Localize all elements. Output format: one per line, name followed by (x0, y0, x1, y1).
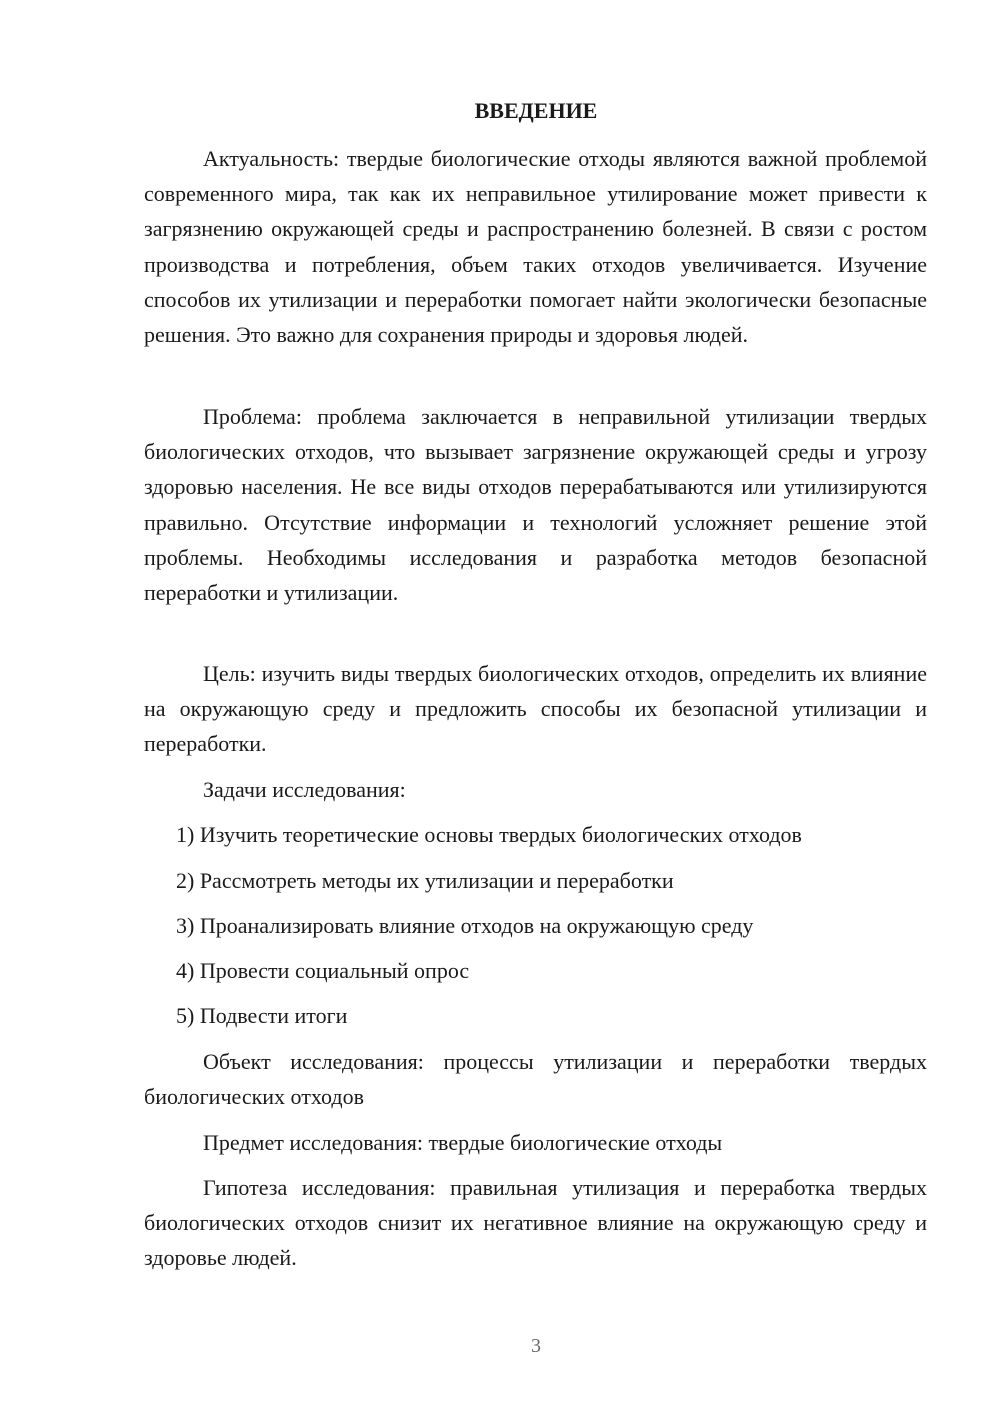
object-text: Объект исследования: процессы утилизации и переработки твердых биологических отходов (144, 1049, 927, 1110)
section-title: ВВЕДЕНИЕ (474, 98, 598, 123)
hypothesis-text: Гипотеза исследования: правильная утилизация и переработка твердых биологических отходов снизит их негативное влияние на окружающую среду и здоровье людей. (144, 1175, 927, 1271)
relevance-text: Актуальность: твердые биологические отходы являются важной проблемой современного мира, так как их неправильное утилирование может привести к загрязнению окружающей среды и распространению болезней. В связи с ростом производства и потребления, объем таких отходов увеличивается. Изучение способов их утилизации и переработки помогает найти экологически безопасные решения. Это важно для сохранения природы и здоровья людей. (144, 146, 927, 348)
task-item-5 (144, 998, 927, 1033)
problem-text: Проблема: проблема заключается в неправильной утилизации твердых биологических отходов, что вызывает загрязнение окружающей среды и угрозу здоровью населения. Не все виды отходов перерабатываются или утилизируются правильно. Отсутствие информации и технологий усложняет решение этой проблемы. Необходимы исследования и разработка методов безопасной переработки и утилизации. (144, 404, 927, 606)
problem-paragraph (144, 399, 927, 610)
hypothesis-paragraph (144, 1170, 927, 1276)
list-item: 4) Провести социальный опрос (176, 958, 470, 983)
goal-text: Цель: изучить виды твердых биологических отходов, определить их влияние на окружающую среду и предложить способы их безопасной утилизации и переработки. (144, 661, 927, 757)
list-item: 5) Подвести итоги (176, 1003, 348, 1028)
task-item-4 (144, 953, 927, 988)
tasks-heading: Задачи исследования: (203, 777, 406, 802)
task-item-2 (144, 863, 927, 898)
task-item-1 (144, 817, 927, 852)
object-paragraph (144, 1044, 927, 1114)
subject-paragraph (144, 1125, 927, 1160)
tasks-heading-block (144, 772, 927, 807)
subject-text: Предмет исследования: твердые биологические отходы (203, 1130, 723, 1155)
goal-paragraph (144, 656, 927, 762)
list-item: 3) Проанализировать влияние отходов на окружающую среду (176, 913, 754, 938)
list-item: 2) Рассмотреть методы их утилизации и переработки (176, 868, 674, 893)
page-number: 3 (531, 1335, 541, 1357)
task-item-3 (144, 908, 927, 943)
list-item: 1) Изучить теоретические основы твердых биологических отходов (176, 822, 802, 847)
relevance-paragraph (144, 141, 927, 352)
